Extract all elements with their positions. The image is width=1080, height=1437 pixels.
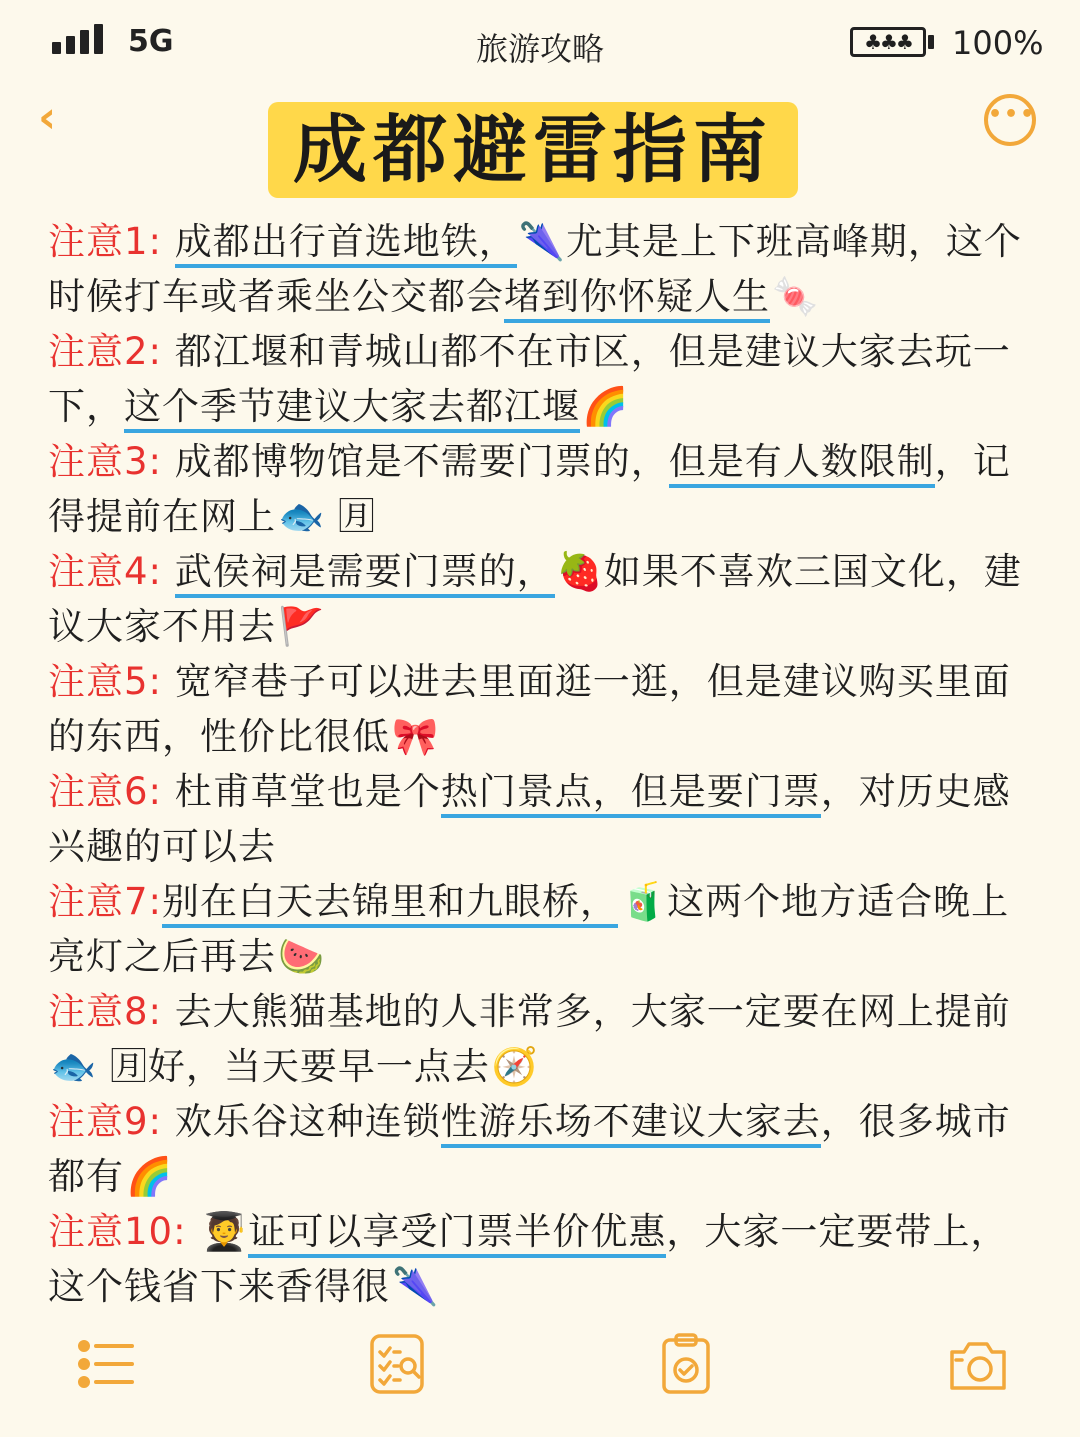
camera-icon[interactable] bbox=[946, 1332, 1010, 1396]
emoji-icon: 🌂 bbox=[392, 1265, 440, 1308]
note-text: 成都博物馆是不需要门票的， bbox=[174, 440, 669, 483]
highlighted-text: 成都出行首选地铁， bbox=[175, 220, 517, 268]
highlighted-text: 武侯祠是需要门票的， bbox=[175, 550, 555, 598]
note-item bbox=[48, 874, 1038, 984]
highlighted-text: 别在白天去锦里和九眼桥， bbox=[162, 880, 618, 928]
note-text: 宽窄巷子可以进去里面逛一逛，但是建议购买里面的东西，性价比很低 bbox=[48, 660, 1011, 758]
note-text: ，对历史感兴趣的可以去 bbox=[48, 770, 1011, 868]
note-text: ，很多城市都有 bbox=[48, 1100, 1011, 1198]
network-type: 5G bbox=[128, 24, 174, 59]
emoji-icon: 🍉 bbox=[278, 935, 326, 978]
note-label: 注意6: bbox=[48, 770, 175, 813]
note-text: 如果不喜欢三国文化，建议大家不用去 bbox=[48, 550, 1022, 648]
note-text: 好，当天要早一点去 bbox=[147, 1045, 490, 1088]
note-item bbox=[48, 1094, 1038, 1204]
note-text: 这两个地方适合晚上亮灯之后再去 bbox=[48, 880, 1010, 978]
highlighted-text: 这个季节建议大家去都江堰 bbox=[124, 385, 580, 433]
note-text: 去大熊猫基地的人非常多，大家一定要在网上提前 bbox=[174, 990, 1011, 1033]
note-item bbox=[48, 324, 1038, 434]
emoji-icon: 🚩 bbox=[278, 605, 326, 648]
emoji-icon: 🧃 bbox=[620, 880, 668, 923]
note-item bbox=[48, 1204, 1038, 1314]
clipboard-check-icon[interactable] bbox=[654, 1332, 718, 1396]
note-text: 欢乐谷这种连锁 bbox=[174, 1100, 441, 1143]
note-item bbox=[48, 764, 1038, 874]
note-item bbox=[48, 654, 1038, 764]
emoji-icon: 🧑‍🎓 bbox=[201, 1210, 249, 1253]
emoji-icon: 🌈 bbox=[582, 385, 630, 428]
highlighted-text: 证可以享受门票半价优惠 bbox=[248, 1210, 666, 1258]
note-label: 注意3: bbox=[48, 440, 175, 483]
highlighted-text: 性游乐场不建议大家去 bbox=[441, 1100, 821, 1148]
emoji-icon: 🍓 bbox=[556, 550, 604, 593]
emoji-icon: 🌈 bbox=[126, 1155, 174, 1198]
emoji-icon: 🧭 bbox=[491, 1045, 539, 1088]
more-options-icon[interactable]: ••• bbox=[984, 94, 1036, 146]
list-icon[interactable] bbox=[74, 1332, 138, 1396]
emoji-icon: 🐟 🈷 bbox=[278, 495, 376, 538]
note-label: 注意7: bbox=[48, 880, 163, 923]
note-label: 注意1: bbox=[48, 220, 175, 263]
bottom-toolbar bbox=[0, 1320, 1080, 1437]
emoji-icon: 🎀 bbox=[392, 715, 440, 758]
highlighted-text: 堵到你怀疑人生 bbox=[504, 275, 770, 323]
note-label: 注意8: bbox=[48, 990, 175, 1033]
checklist-search-icon[interactable] bbox=[366, 1332, 430, 1396]
note-text: 都江堰和青城山都不在市区，但是建议大家去玩一下， bbox=[48, 330, 1011, 428]
status-bar bbox=[0, 0, 1080, 86]
battery-icon: ♣♣♣ bbox=[850, 27, 926, 57]
note-text: ，大家一定要带上，这个钱省下来香得很 bbox=[48, 1210, 1009, 1308]
note-label: 注意9: bbox=[48, 1100, 175, 1143]
title-banner bbox=[268, 102, 798, 198]
note-text: 杜甫草堂也是个 bbox=[174, 770, 441, 813]
note-label: 注意2: bbox=[48, 330, 175, 373]
note-text: 尤其是上下班高峰期，这个时候打车或者乘坐公交都会 bbox=[48, 220, 1022, 318]
app-title: 旅游攻略 bbox=[475, 30, 604, 68]
back-icon[interactable]: ‹ bbox=[38, 92, 57, 143]
battery-percent: 100% bbox=[952, 24, 1044, 62]
note-label: 注意5: bbox=[48, 660, 175, 703]
note-label: 注意4: bbox=[48, 550, 175, 593]
battery-tip bbox=[928, 35, 934, 49]
highlighted-text: 热门景点，但是要门票 bbox=[441, 770, 821, 818]
note-item bbox=[48, 984, 1038, 1094]
note-item bbox=[48, 434, 1038, 544]
note-text: ，记得提前在网上 bbox=[48, 440, 1011, 538]
note-item bbox=[48, 544, 1038, 654]
emoji-icon: 🍬 bbox=[772, 275, 820, 318]
emoji-icon: 🌂 bbox=[518, 220, 566, 263]
note-item bbox=[48, 214, 1038, 324]
page-title: 成都避雷指南 bbox=[293, 107, 773, 193]
note-label: 注意10: bbox=[48, 1210, 200, 1253]
notes-list bbox=[48, 214, 1038, 1314]
emoji-icon: 🐟 🈷 bbox=[50, 1045, 148, 1088]
highlighted-text: 但是有人数限制 bbox=[669, 440, 935, 488]
